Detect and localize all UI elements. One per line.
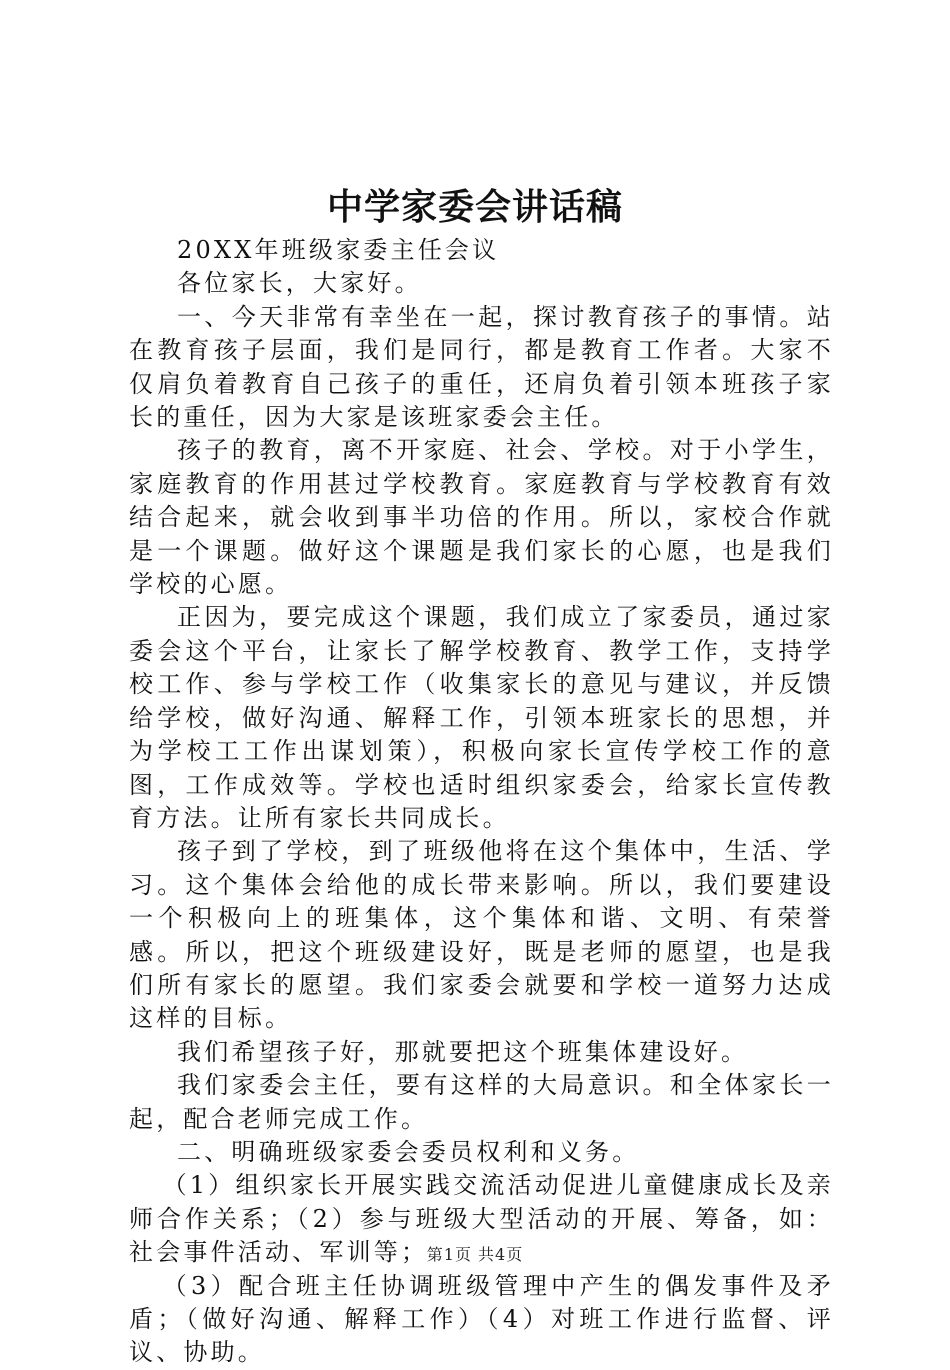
paragraph-2: 孩子的教育，离不开家庭、社会、学校。对于小学生，家庭教育的作用甚过学校教育。家庭教育与学校教育有效结合起来，就会收到事半功倍的作用。所以，家校合作就是一个课题。做好这个课题是我们家长的心愿，也是我们学校的心愿。 bbox=[129, 436, 834, 599]
list-item-3-4: （3）配合班主任协调班级管理中产生的偶发事件及矛盾；（做好沟通、解释工作）（4）对班工作进行监督、评议、协助。 bbox=[129, 1271, 834, 1367]
section-heading-2: 二、明确班级家委会委员权利和义务。 bbox=[177, 1137, 640, 1166]
paragraph-1: 一、今天非常有幸坐在一起，探讨教育孩子的事情。站在教育孩子层面，我们是同行，都是教育工作者。大家不仅肩负着教育自己孩子的重任，还肩负着引领本班孩子家长的重任，因为大家是该班家委会主任。 bbox=[129, 302, 834, 432]
paragraph-meeting-name: 20XX年班级家委主任会议 bbox=[177, 236, 500, 264]
paragraph-greeting: 各位家长，大家好。 bbox=[177, 269, 422, 298]
document-body bbox=[129, 234, 834, 1370]
paragraph-3: 正因为，要完成这个课题，我们成立了家委员，通过家委会这个平台，让家长了解学校教育、教学工作，支持学校工作、参与学校工作（收集家长的意见与建议，并反馈给学校，做好沟通、解释工作，引领本班家长的思想，并为学校工工作出谋划策），积极向家长宣传学校工作的意图，工作成效等。学校也适时组织家委会，给家长宣传教育方法。让所有家长共同成长。 bbox=[129, 603, 834, 832]
list-item-1-2: （1）组织家长开展实践交流活动促进儿童健康成长及亲师合作关系；（2）参与班级大型活动的开展、筹备，如：社会事件活动、军训等； bbox=[129, 1171, 834, 1267]
paragraph-4: 孩子到了学校，到了班级他将在这个集体中，生活、学习。这个集体会给他的成长带来影响。所以，我们要建设一个积极向上的班集体，这个集体和谐、文明、有荣誉感。所以，把这个班级建设好，既是老师的愿望，也是我们所有家长的愿望。我们家委会就要和学校一道努力达成这样的目标。 bbox=[129, 837, 834, 1033]
paragraph-6: 我们家委会主任，要有这样的大局意识。和全体家长一起，配合老师完成工作。 bbox=[129, 1071, 834, 1133]
page-footer: 第1页 共4页 bbox=[426, 1245, 524, 1264]
paragraph-5: 我们希望孩子好，那就要把这个班集体建设好。 bbox=[177, 1037, 749, 1066]
document-title: 中学家委会讲话稿 bbox=[326, 187, 623, 228]
